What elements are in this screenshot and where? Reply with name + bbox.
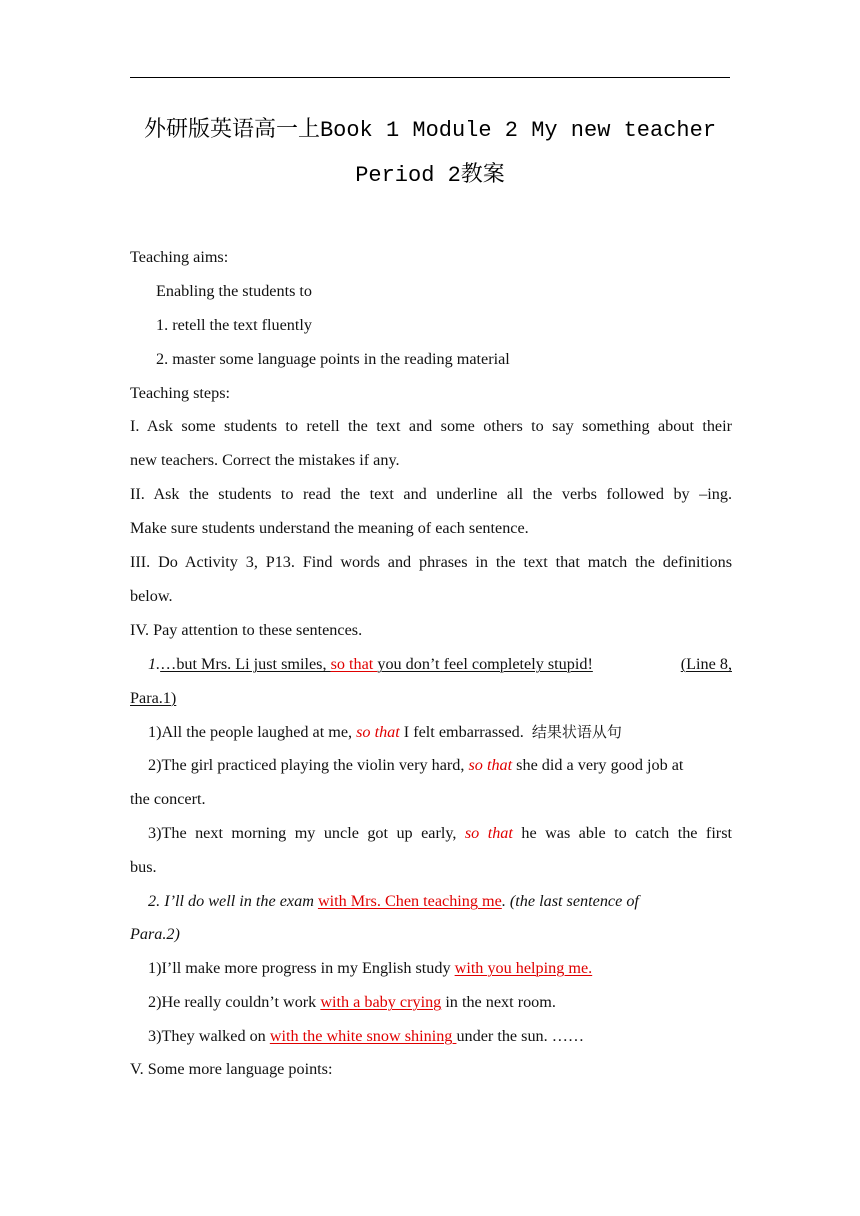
example-continuation: bus. — [130, 858, 157, 876]
example-text: 3)They walked on — [148, 1027, 270, 1045]
step-3-line-2: below. — [130, 587, 173, 605]
key-sentence-2-ref: Para.2) — [130, 925, 180, 943]
sentence-text: …but Mrs. Li just smiles, — [160, 655, 331, 673]
example-text: under the sun. …… — [456, 1027, 585, 1045]
example-sentence — [148, 823, 732, 843]
example-text: 2)The girl practiced playing the violin very hard, — [148, 756, 469, 774]
sentence-text: you don’t feel completely stupid! — [377, 655, 593, 673]
highlight-so-that: so that — [330, 655, 378, 673]
sentence-text: 2. I’ll do well in the exam — [148, 892, 318, 910]
header-rule — [130, 77, 730, 78]
step-4-heading: IV. Pay attention to these sentences. — [130, 621, 363, 639]
example-text: 1)All the people laughed at me, — [148, 723, 357, 741]
highlight-with-structure: with you helping me. — [454, 959, 593, 977]
example-sentence — [148, 992, 732, 1012]
example-sentence — [148, 755, 732, 775]
step-3-line-1: III. Do Activity 3, P13. Find words and phrases in the text that match the definitions — [130, 553, 732, 571]
example-sentence — [148, 958, 732, 978]
steps-heading: Teaching steps: — [130, 384, 231, 402]
highlight-so-that: so that — [464, 824, 513, 842]
sentence-number: 1. — [148, 655, 161, 673]
example-sentence — [148, 722, 732, 742]
example-text: I felt embarrassed. — [399, 723, 524, 741]
sentence-text: . (the last sentence of — [501, 892, 639, 910]
example-continuation: the concert. — [130, 790, 206, 808]
step-1-line-1: I. Ask some students to retell the text and some others to say something about their — [130, 417, 732, 435]
example-text: she did a very good job at — [512, 756, 684, 774]
key-sentence-1-ref — [130, 688, 732, 708]
document-title: 外研版英语高一上Book 1 Module 2 My new teacher — [143, 118, 717, 143]
example-sentence — [148, 1026, 732, 1046]
highlight-so-that: so that — [356, 723, 400, 741]
step-5-heading: V. Some more language points: — [130, 1060, 333, 1078]
clause-note: 结果状语从句 — [531, 723, 622, 741]
step-1-line-2: new teachers. Correct the mistakes if any. — [130, 451, 400, 469]
example-text: in the next room. — [441, 993, 556, 1011]
key-sentence-1 — [148, 654, 732, 674]
highlight-so-that: so that — [468, 756, 513, 774]
aim-item: 1. retell the text fluently — [156, 316, 312, 334]
aims-intro: Enabling the students to — [156, 282, 313, 300]
step-2-line-2: Make sure students understand the meaning of each sentence. — [130, 519, 529, 537]
sentence-reference: Para.1) — [130, 689, 177, 707]
example-text: he was able to catch the first — [512, 824, 732, 842]
document-subtitle: Period 2教案 — [355, 163, 505, 188]
step-2-line-1: II. Ask the students to read the text and underline all the verbs followed by –ing. — [130, 485, 732, 503]
highlight-with-structure: with a baby crying — [320, 993, 442, 1011]
sentence-reference: (Line 8, — [680, 655, 732, 673]
example-text: 1)I’ll make more progress in my English study — [148, 959, 455, 977]
example-text: 2)He really couldn’t work — [148, 993, 321, 1011]
highlight-with-structure: with the white snow shining — [269, 1027, 457, 1045]
example-text: 3)The next morning my uncle got up early, — [148, 824, 465, 842]
key-sentence-2 — [148, 891, 732, 911]
aim-item: 2. master some language points in the reading material — [156, 350, 510, 368]
aims-heading: Teaching aims: — [130, 248, 229, 266]
highlight-with-structure: with Mrs. Chen teaching me — [317, 892, 502, 910]
